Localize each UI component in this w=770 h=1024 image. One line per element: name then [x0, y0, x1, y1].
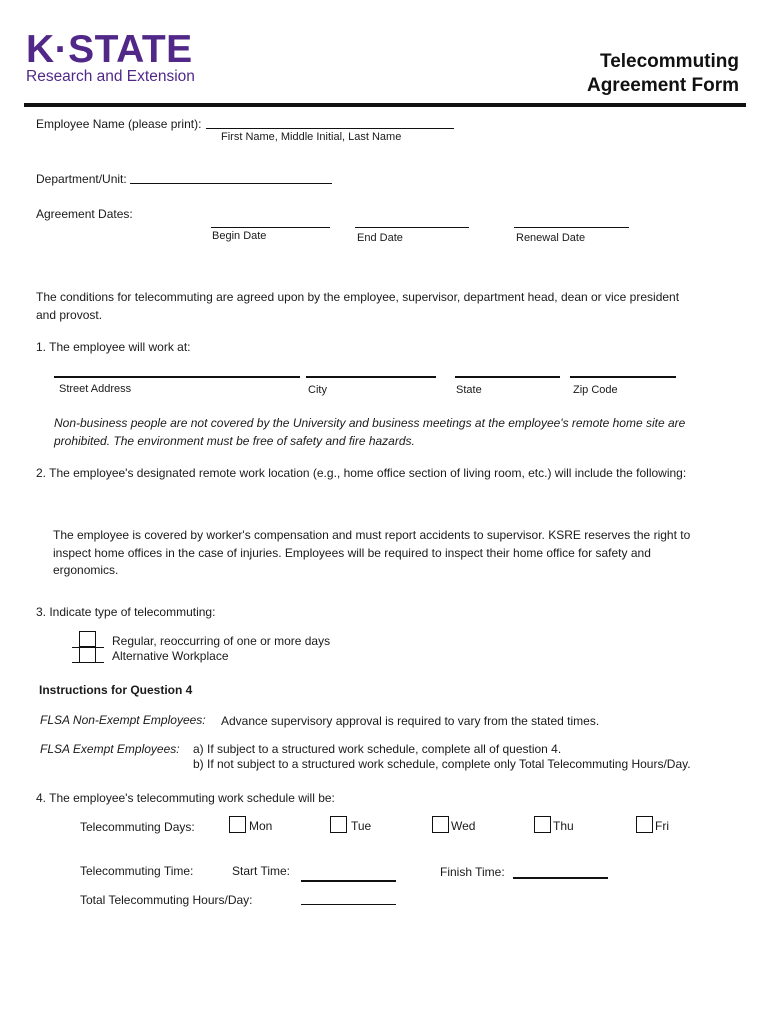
city-caption: City: [308, 384, 327, 396]
telecommuting-time-label: Telecommuting Time:: [80, 864, 194, 878]
checkbox-rule: [72, 662, 104, 663]
end-date-caption: End Date: [357, 232, 403, 244]
thursday-label: Thu: [553, 819, 574, 833]
question-4-label: 4. The employee's telecommuting work schedule will be:: [36, 791, 335, 805]
alternative-option-label: Alternative Workplace: [112, 649, 229, 663]
total-hours-label: Total Telecommuting Hours/Day:: [80, 893, 253, 907]
form-title-line-1: Telecommuting: [600, 51, 739, 72]
nonexempt-text: Advance supervisory approval is required to vary from the stated times.: [221, 714, 600, 728]
friday-label: Fri: [655, 819, 669, 833]
wednesday-checkbox[interactable]: [432, 816, 449, 833]
regular-option-label: Regular, reoccurring of one or more days: [112, 634, 331, 648]
q1-note-line-1: Non-business people are not covered by the University and business meetings at the employee's remote home site are: [54, 416, 686, 430]
question-2-label: 2. The employee's designated remote work location (e.g., home office section of living room, etc.) will include the following:: [36, 466, 687, 480]
renewal-date-field[interactable]: [514, 227, 629, 228]
start-time-field[interactable]: [301, 880, 396, 882]
begin-date-field[interactable]: [211, 227, 330, 228]
end-date-field[interactable]: [355, 227, 469, 228]
kstate-logo: K·STATE: [26, 28, 193, 71]
begin-date-caption: Begin Date: [212, 230, 267, 242]
zip-code-field[interactable]: [570, 376, 676, 378]
header-rule: [24, 103, 746, 107]
street-address-field[interactable]: [54, 376, 300, 378]
finish-time-label: Finish Time:: [440, 865, 505, 879]
exempt-label: FLSA Exempt Employees:: [40, 742, 180, 756]
employee-name-field[interactable]: [206, 128, 454, 129]
zip-code-caption: Zip Code: [573, 384, 618, 396]
conditions-paragraph: [36, 289, 736, 324]
form-title: [587, 50, 739, 98]
q2-paragraph-line-2: inspect home offices in the case of injuries. Employees will be required to inspect their home office for safety and: [53, 545, 651, 560]
monday-checkbox[interactable]: [229, 816, 246, 833]
conditions-line-1: The conditions for telecommuting are agreed upon by the employee, supervisor, department head, dean or vice president: [36, 290, 680, 304]
employee-name-label: Employee Name (please print):: [36, 117, 202, 131]
q2-paragraph-line-1: The employee is covered by worker's compensation and must report accidents to supervisor. KSRE reserves the right to: [53, 528, 691, 542]
state-field[interactable]: [455, 376, 560, 378]
finish-time-field[interactable]: [513, 877, 608, 879]
department-label: Department/Unit:: [36, 172, 127, 186]
conditions-line-2: and provost.: [36, 307, 103, 322]
monday-label: Mon: [249, 819, 273, 833]
question-1-label: 1. The employee will work at:: [36, 340, 191, 354]
department-field[interactable]: [130, 183, 332, 184]
q2-paragraph-line-3: ergonomics.: [53, 563, 119, 577]
start-time-label: Start Time:: [232, 864, 291, 878]
checkbox-rule: [72, 647, 104, 648]
wednesday-label: Wed: [451, 819, 476, 833]
street-address-caption: Street Address: [59, 383, 132, 395]
city-field[interactable]: [306, 376, 436, 378]
renewal-date-caption: Renewal Date: [516, 232, 586, 244]
tuesday-checkbox[interactable]: [330, 816, 347, 833]
exempt-option-a: a) If subject to a structured work schedule, complete all of question 4.: [193, 742, 562, 756]
thursday-checkbox[interactable]: [534, 816, 551, 833]
form-title-line-2: Agreement Form: [586, 75, 739, 96]
tuesday-label: Tue: [351, 819, 372, 833]
telecommuting-days-label: Telecommuting Days:: [80, 820, 195, 834]
instructions-heading: Instructions for Question 4: [39, 683, 193, 697]
alternative-workplace-checkbox[interactable]: [79, 646, 96, 663]
agreement-dates-label: Agreement Dates:: [36, 207, 133, 221]
q1-note: [54, 415, 685, 450]
question-3-label: 3. Indicate type of telecommuting:: [36, 605, 216, 619]
q2-paragraph: [53, 527, 690, 580]
nonexempt-label: FLSA Non-Exempt Employees:: [40, 713, 206, 727]
state-caption: State: [456, 384, 482, 396]
logo-subtitle: Research and Extension: [26, 68, 195, 85]
exempt-option-b: b) If not subject to a structured work schedule, complete only Total Telecommuting Hours/Day.: [193, 757, 691, 771]
friday-checkbox[interactable]: [636, 816, 653, 833]
q1-note-line-2: prohibited. The environment must be free of safety and fire hazards.: [54, 433, 415, 448]
employee-name-hint: First Name, Middle Initial, Last Name: [221, 131, 402, 143]
total-hours-field[interactable]: [301, 904, 396, 905]
